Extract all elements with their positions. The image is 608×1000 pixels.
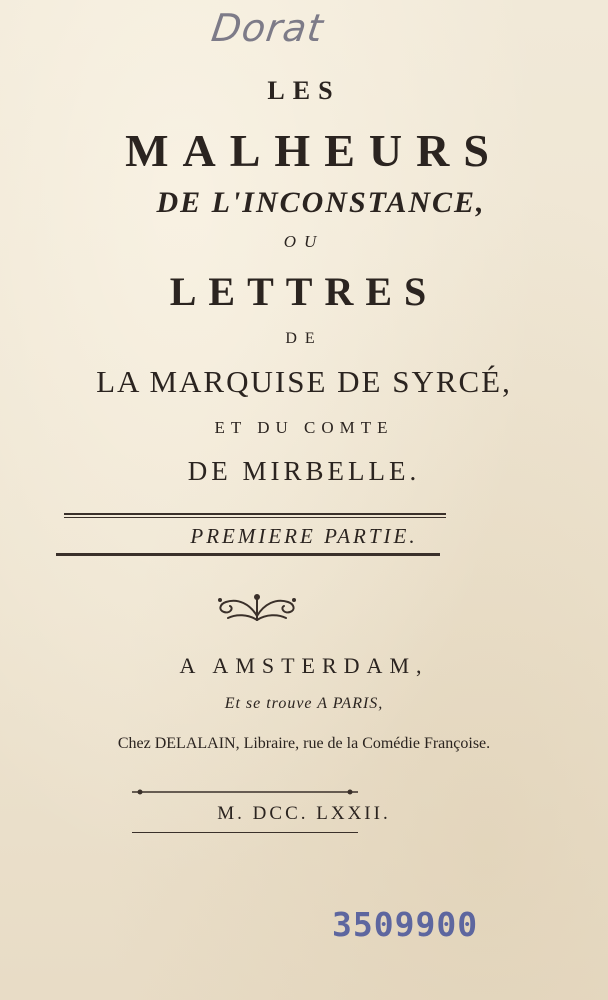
title-line-marquise: LA MARQUISE DE SYRCÉ, <box>96 364 512 399</box>
title-line-malheurs: MALHEURS <box>125 125 503 176</box>
title-line-mirbelle: DE MIRBELLE. <box>187 456 421 486</box>
imprint-also: Et se trouve A PARIS, <box>224 695 384 712</box>
publication-date: M. DCC. LXXII. <box>217 803 391 824</box>
divider-rule <box>132 789 358 795</box>
divider-rule <box>64 517 446 518</box>
divider-rule <box>64 513 446 515</box>
title-line-les: LES <box>267 76 341 105</box>
title-line-lettres: LETTRES <box>169 269 439 314</box>
library-stamp: 3509900 <box>332 905 479 944</box>
title-line-ou: OU <box>283 232 325 251</box>
title-line-inconstance: DE L'INCONSTANCE, <box>156 186 486 219</box>
title-line-de: DE <box>285 330 323 347</box>
title-line-comte: ET DU COMTE <box>214 418 394 437</box>
part-label: PREMIERE PARTIE. <box>190 524 418 548</box>
handwritten-author-name: Dorat <box>208 6 327 50</box>
ornament-icon <box>214 590 300 624</box>
imprint-publisher: Chez DELALAIN, Libraire, rue de la Comédie Françoise. <box>117 735 491 752</box>
imprint-city: A AMSTERDAM, <box>179 653 429 678</box>
divider-rule <box>132 832 358 833</box>
divider-rule <box>56 553 440 556</box>
